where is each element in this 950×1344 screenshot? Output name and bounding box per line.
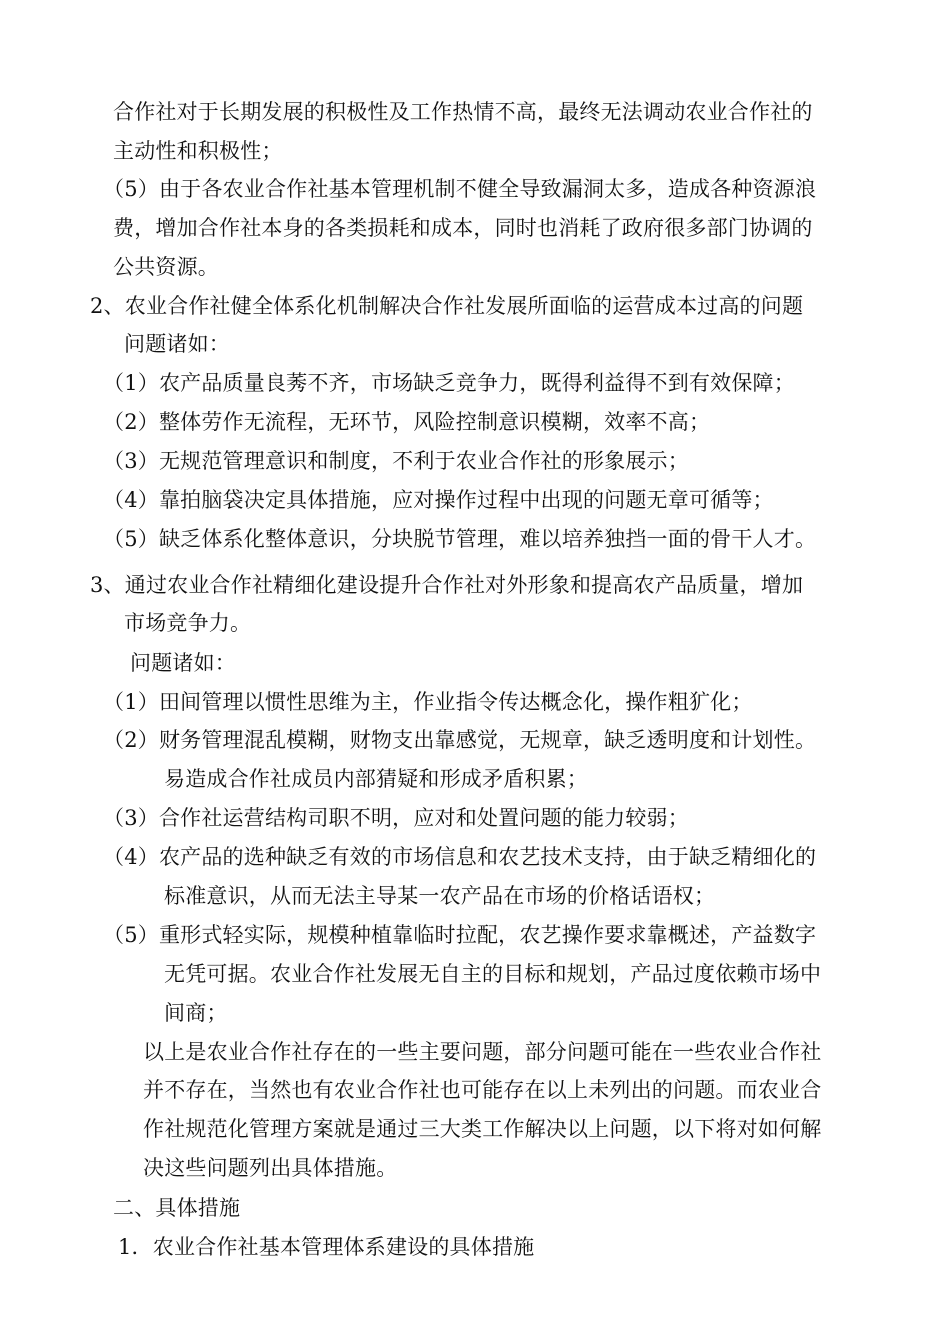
list-item-line: （5）缺乏体系化整体意识，分块脱节管理，难以培养独挡一面的骨干人才。 [103, 527, 817, 551]
subsection-heading: 1．农业合作社基本管理体系建设的具体措施 [118, 1235, 535, 1259]
list-item-line: （1）田间管理以惯性思维为主，作业指令传达概念化，操作粗犷化； [103, 690, 753, 714]
section-heading: 3、通过农业合作社精细化建设提升合作社对外形象和提高农产品质量，增加 [90, 573, 804, 597]
list-item-line: （2）整体劳作无流程，无环节，风险控制意识模糊，效率不高； [103, 410, 711, 434]
paragraph-line: 标准意识，从而无法主导某一农产品在市场的价格话语权； [164, 884, 716, 908]
list-item-line: （2）财务管理混乱模糊，财物支出靠感觉，无规章，缺乏透明度和计划性。 [103, 728, 817, 752]
paragraph-line: 无凭可据。农业合作社发展无自主的目标和规划，产品过度依赖市场中 [164, 962, 822, 986]
list-item-line: （4）靠拍脑袋决定具体措施，应对操作过程中出现的问题无章可循等； [103, 488, 774, 512]
list-item-line: （4）农产品的选种缺乏有效的市场信息和农艺技术支持，由于缺乏精细化的 [103, 845, 817, 869]
paragraph-line: 公共资源。 [113, 255, 219, 279]
paragraph-line: 问题诸如： [124, 332, 230, 356]
paragraph-line: 决这些问题列出具体措施。 [143, 1156, 398, 1180]
paragraph-line: 主动性和积极性； [113, 139, 283, 163]
paragraph-line: 间商； [164, 1001, 228, 1025]
paragraph-line: 合作社对于长期发展的积极性及工作热情不高，最终无法调动农业合作社的 [113, 100, 813, 124]
paragraph-line: 费，增加合作社本身的各类损耗和成本，同时也消耗了政府很多部门协调的 [113, 216, 813, 240]
list-item-line: （1）农产品质量良莠不齐，市场缺乏竞争力，既得利益得不到有效保障； [103, 371, 795, 395]
list-item-line: （3）无规范管理意识和制度，不利于农业合作社的形象展示； [103, 449, 689, 473]
paragraph-line: 并不存在，当然也有农业合作社也可能存在以上未列出的问题。而农业合 [143, 1078, 822, 1102]
paragraph-line: 易造成合作社成员内部猜疑和形成矛盾积累； [164, 767, 588, 791]
list-item-line: （5）由于各农业合作社基本管理机制不健全导致漏洞太多，造成各种资源浪 [103, 177, 817, 201]
list-item-line: （5）重形式轻实际，规模种植靠临时拉配，农艺操作要求靠概述，产益数字 [103, 923, 817, 947]
paragraph-line: 市场竞争力。 [124, 611, 252, 635]
section-heading: 2、农业合作社健全体系化机制解决合作社发展所面临的运营成本过高的问题 [90, 294, 804, 318]
paragraph-line: 作社规范化管理方案就是通过三大类工作解决以上问题，以下将对如何解 [143, 1117, 822, 1141]
paragraph-line: 问题诸如： [130, 651, 236, 675]
list-item-line: （3）合作社运营结构司职不明，应对和处置问题的能力较弱； [103, 806, 689, 830]
paragraph-line: 以上是农业合作社存在的一些主要问题，部分问题可能在一些农业合作社 [143, 1040, 822, 1064]
section-heading: 二、具体措施 [113, 1196, 241, 1220]
